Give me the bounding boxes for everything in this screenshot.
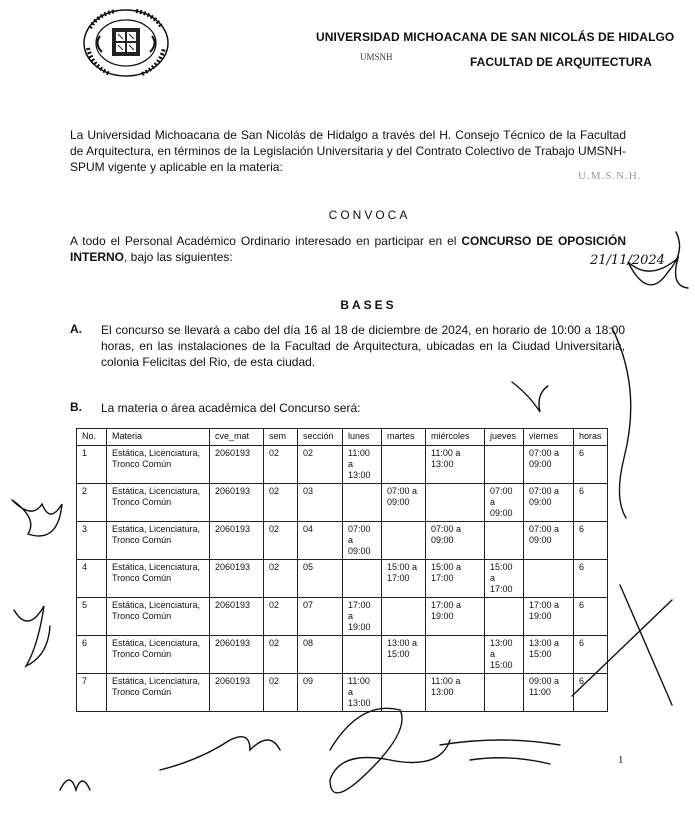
table-cell: Estática, Licenciatura, Tronco Común: [107, 560, 210, 598]
handwritten-date: 21/11/2024: [590, 253, 665, 268]
table-cell: 6: [574, 560, 608, 598]
signature-mark: [440, 740, 560, 764]
table-cell: 15:00 a 17:00: [426, 560, 485, 598]
table-cell: Estática, Licenciatura, Tronco Común: [107, 674, 210, 712]
header-cell: No.: [77, 429, 107, 446]
table-cell: [382, 598, 426, 636]
table-cell: 02: [264, 522, 298, 560]
convoca-text: CONVOCA: [328, 208, 411, 222]
header-cell: jueves: [485, 429, 524, 446]
table-cell: 07:00 a 09:00: [524, 484, 574, 522]
table-cell: 02: [264, 598, 298, 636]
signature-mark: [330, 708, 450, 793]
header-cell: viernes: [524, 429, 574, 446]
call-text-after: , bajo las siguientes:: [124, 250, 233, 264]
table-cell: [485, 598, 524, 636]
table-cell: Estática, Licenciatura, Tronco Común: [107, 446, 210, 484]
table-row: [77, 484, 608, 522]
table-cell: 17:00 a 19:00: [524, 598, 574, 636]
table-cell: [485, 446, 524, 484]
table-cell: Estática, Licenciatura, Tronco Común: [107, 636, 210, 674]
table-cell: 11:00 a 13:00: [426, 674, 485, 712]
table-cell: 07:00 a 09:00: [524, 522, 574, 560]
table-cell: 11:00 a 13:00: [343, 674, 382, 712]
table-cell: 6: [574, 522, 608, 560]
header-cell: cve_mat: [210, 429, 264, 446]
table-cell: 09: [298, 674, 343, 712]
table-row: [77, 446, 608, 484]
signature-mark: [160, 737, 280, 770]
table-cell: 15:00 a 17:00: [485, 560, 524, 598]
table-cell: 02: [264, 674, 298, 712]
table-cell: 07:00 a 09:00: [343, 522, 382, 560]
table-cell: 6: [574, 484, 608, 522]
table-cell: 17:00 a 19:00: [343, 598, 382, 636]
schedule-table: [76, 428, 608, 712]
table-cell: 02: [264, 560, 298, 598]
table-cell: 13:00 a 15:00: [524, 636, 574, 674]
table-cell: 08: [298, 636, 343, 674]
university-seal-logo: [82, 8, 170, 78]
header-cell: lunes: [343, 429, 382, 446]
intro-paragraph: La Universidad Michoacana de San Nicolás de Hidalgo a través del H. Consejo Técnico de la Facultad de Arquitectura, en términos de la Legislación Universitaria y del Contrato Colectivo de Trabajo UMSNH-SPUM vigente y aplicable en la materia:: [70, 128, 626, 174]
table-cell: 13:00 a 15:00: [485, 636, 524, 674]
header-cell: sección: [298, 429, 343, 446]
table-cell: 1: [77, 446, 107, 484]
bases-heading: [0, 298, 695, 312]
table-cell: 03: [298, 484, 343, 522]
table-cell: 02: [298, 446, 343, 484]
received-stamp: U.M.S.N.H.: [578, 170, 642, 182]
table-cell: [343, 484, 382, 522]
table-cell: 07:00 a 09:00: [485, 484, 524, 522]
faculty-name: FACULTAD DE ARQUITECTURA: [470, 55, 652, 69]
table-cell: 15:00 a 17:00: [382, 560, 426, 598]
table-cell: 09:00 a 11:00: [524, 674, 574, 712]
header-cell: Materia: [107, 429, 210, 446]
signature-mark: [12, 500, 62, 536]
table-cell: [343, 560, 382, 598]
header-cell: martes: [382, 429, 426, 446]
convoca-heading: [0, 208, 695, 222]
table-cell: 07:00 a 09:00: [382, 484, 426, 522]
table-cell: 6: [574, 446, 608, 484]
table-cell: 04: [298, 522, 343, 560]
table-cell: 2060193: [210, 560, 264, 598]
table-cell: Estática, Licenciatura, Tronco Común: [107, 598, 210, 636]
table-cell: 05: [298, 560, 343, 598]
university-name: UNIVERSIDAD MICHOACANA DE SAN NICOLÁS DE HIDALGO: [316, 30, 675, 44]
table-cell: 2060193: [210, 636, 264, 674]
table-cell: 6: [574, 636, 608, 674]
table-row: [77, 636, 608, 674]
table-cell: 2060193: [210, 484, 264, 522]
table-cell: [382, 446, 426, 484]
table-cell: [426, 484, 485, 522]
table-row: [77, 674, 608, 712]
signature-mark: [60, 780, 90, 790]
table-cell: [485, 522, 524, 560]
table-cell: 02: [264, 484, 298, 522]
table-row: [77, 598, 608, 636]
table-cell: 07:00 a 09:00: [524, 446, 574, 484]
item-a-label: A.: [70, 322, 82, 336]
table-cell: 02: [264, 636, 298, 674]
table-cell: 4: [77, 560, 107, 598]
table-cell: 02: [264, 446, 298, 484]
table-row: [77, 522, 608, 560]
table-cell: 2: [77, 484, 107, 522]
item-a-text: El concurso se llevará a cabo del día 16 al 18 de diciembre de 2024, en horario de 10:00 a 18:00 horas, en las instalaciones de la Facultad de Arquitectura, ubicadas en la Ciudad Universitaria, colonia Felicitas del Rio, de esta ciudad.: [101, 323, 625, 369]
table-cell: 11:00 a 13:00: [343, 446, 382, 484]
item-b-text: La materia o área académica del Concurso será:: [101, 401, 361, 415]
table-cell: 2060193: [210, 598, 264, 636]
item-b-label: B.: [70, 400, 82, 414]
table-cell: [524, 560, 574, 598]
table-cell: 07:00 a 09:00: [426, 522, 485, 560]
table-cell: [382, 522, 426, 560]
table-cell: 2060193: [210, 446, 264, 484]
table-cell: [485, 674, 524, 712]
call-paragraph: [70, 233, 626, 265]
header-cell: horas: [574, 429, 608, 446]
table-cell: 13:00 a 15:00: [382, 636, 426, 674]
university-acronym-mark: UMSNH: [360, 52, 393, 62]
table-cell: 2060193: [210, 674, 264, 712]
table-cell: 3: [77, 522, 107, 560]
table-cell: 7: [77, 674, 107, 712]
header-cell: sem: [264, 429, 298, 446]
call-text-bold: CONCURSO DE OPOSICIÓN INTERNO: [70, 234, 626, 264]
table-cell: 2060193: [210, 522, 264, 560]
table-cell: [382, 674, 426, 712]
table-cell: Estática, Licenciatura, Tronco Común: [107, 522, 210, 560]
call-text-before: A todo el Personal Académico Ordinario interesado en participar en el: [70, 234, 462, 248]
table-cell: 5: [77, 598, 107, 636]
table-cell: 17:00 a 19:00: [426, 598, 485, 636]
table-cell: 6: [574, 674, 608, 712]
table-cell: Estática, Licenciatura, Tronco Común: [107, 484, 210, 522]
table-cell: [426, 636, 485, 674]
table-cell: 07: [298, 598, 343, 636]
header-cell: miércoles: [426, 429, 485, 446]
signature-mark: [14, 606, 50, 666]
table-cell: 6: [77, 636, 107, 674]
table-cell: 6: [574, 598, 608, 636]
table-header-row: [77, 429, 608, 446]
page-number: 1: [618, 754, 624, 766]
table-cell: 11:00 a 13:00: [426, 446, 485, 484]
table-row: [77, 560, 608, 598]
table-cell: [343, 636, 382, 674]
bases-text: BASES: [340, 298, 397, 312]
